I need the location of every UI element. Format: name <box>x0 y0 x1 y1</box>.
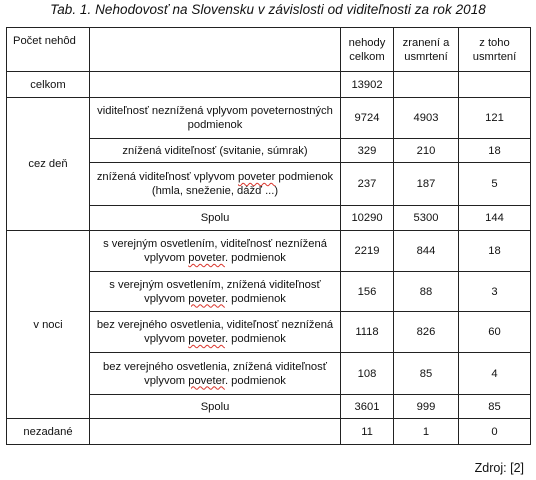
cell-usmrteni: 85 <box>459 395 531 419</box>
subtotal-label: Spolu <box>90 395 341 419</box>
cell-zraneni: 88 <box>394 272 459 312</box>
header-zraneni-usmrteni: zranení a usmrtení <box>394 28 459 72</box>
cell-nehody: 329 <box>341 139 394 163</box>
description-text: bez verejného osvetlenia, viditeľnosť neznížená vplyvom <box>96 319 334 345</box>
row-label-celkom: celkom <box>7 72 90 98</box>
description-text: s verejným osvetlením, viditeľnosť neznížená vplyvom <box>103 238 327 264</box>
table-row <box>7 98 531 139</box>
cell-nehody: 11 <box>341 419 394 445</box>
cell-zraneni: 999 <box>394 395 459 419</box>
cell-zraneni: 210 <box>394 139 459 163</box>
cell-zraneni: 4903 <box>394 98 459 139</box>
cell-description <box>90 353 341 395</box>
cell-usmrteni: 18 <box>459 139 531 163</box>
cell-blank <box>90 419 341 445</box>
cell-usmrteni: 3 <box>459 272 531 312</box>
description-text: . podmienok <box>224 252 286 264</box>
cell-nehody: 156 <box>341 272 394 312</box>
cell-nehody: 237 <box>341 163 394 206</box>
subtotal-label: Spolu <box>90 206 341 231</box>
description-text: znížená viditeľnosť (svitanie, súmrak) <box>122 144 308 157</box>
spellcheck-word: poveter <box>188 374 225 387</box>
cell-description <box>90 98 341 139</box>
cell-nehody: 10290 <box>341 206 394 231</box>
description-text: . podmienok <box>224 292 286 305</box>
description-text: . podmienok <box>224 374 286 387</box>
cell-description <box>90 231 341 272</box>
cell-nehody: 108 <box>341 353 394 395</box>
group-label-cez-den: cez deň <box>7 98 90 231</box>
description-text: s verejným osvetlením, znížená viditeľnosť vplyvom <box>109 278 321 305</box>
table-row <box>7 231 531 272</box>
cell-description <box>90 139 341 163</box>
table-header-row <box>7 28 531 72</box>
spellcheck-word: poveter <box>188 292 225 305</box>
cell-nehody: 1118 <box>341 312 394 353</box>
description-text: bez verejného osvetlenia, znížená viditeľnosť vplyvom <box>103 360 327 387</box>
table-caption: Tab. 1. Nehodovosť na Slovensku v závislosti od viditeľnosti za rok 2018 <box>50 2 486 17</box>
cell-usmrteni <box>459 72 531 98</box>
description-text: . podmienok <box>224 333 286 345</box>
cell-usmrteni: 144 <box>459 206 531 231</box>
cell-zraneni: 85 <box>394 353 459 395</box>
spellcheck-word: poveter <box>188 333 225 345</box>
cell-zraneni: 1 <box>394 419 459 445</box>
cell-zraneni: 844 <box>394 231 459 272</box>
cell-zraneni: 826 <box>394 312 459 353</box>
cell-description <box>90 163 341 206</box>
cell-usmrteni: 121 <box>459 98 531 139</box>
header-blank <box>90 28 341 72</box>
cell-usmrteni: 18 <box>459 231 531 272</box>
header-pocet-nehod: Počet nehôd <box>7 28 90 72</box>
spellcheck-word: poveter <box>188 252 225 264</box>
source-note: Zdroj: [2] <box>474 461 524 475</box>
group-label-v-noci: v noci <box>7 231 90 419</box>
accident-statistics-table <box>6 27 531 445</box>
description-text: znížená viditeľnosť vplyvom <box>96 171 238 183</box>
cell-zraneni: 187 <box>394 163 459 206</box>
cell-nehody: 2219 <box>341 231 394 272</box>
header-nehody-celkom: nehody celkom <box>341 28 394 72</box>
cell-description <box>90 272 341 312</box>
cell-usmrteni: 5 <box>459 163 531 206</box>
cell-usmrteni: 4 <box>459 353 531 395</box>
cell-usmrteni: 60 <box>459 312 531 353</box>
description-text: viditeľnosť neznížená vplyvom poveternostných podmienok <box>97 105 333 131</box>
cell-zraneni: 5300 <box>394 206 459 231</box>
cell-description <box>90 312 341 353</box>
table-row-total <box>7 72 531 98</box>
cell-nehody: 9724 <box>341 98 394 139</box>
table-row-unspecified <box>7 419 531 445</box>
row-label-nezadane: nezadané <box>7 419 90 445</box>
description-text: podmienok (hmla, sneženie, dážď ...) <box>151 171 334 197</box>
cell-usmrteni: 0 <box>459 419 531 445</box>
spellcheck-word: poveter <box>237 171 276 183</box>
cell-nehody: 3601 <box>341 395 394 419</box>
header-z-toho-usmrteni: z toho usmrtení <box>459 28 531 72</box>
cell-zraneni <box>394 72 459 98</box>
cell-blank <box>90 72 341 98</box>
cell-nehody: 13902 <box>341 72 394 98</box>
